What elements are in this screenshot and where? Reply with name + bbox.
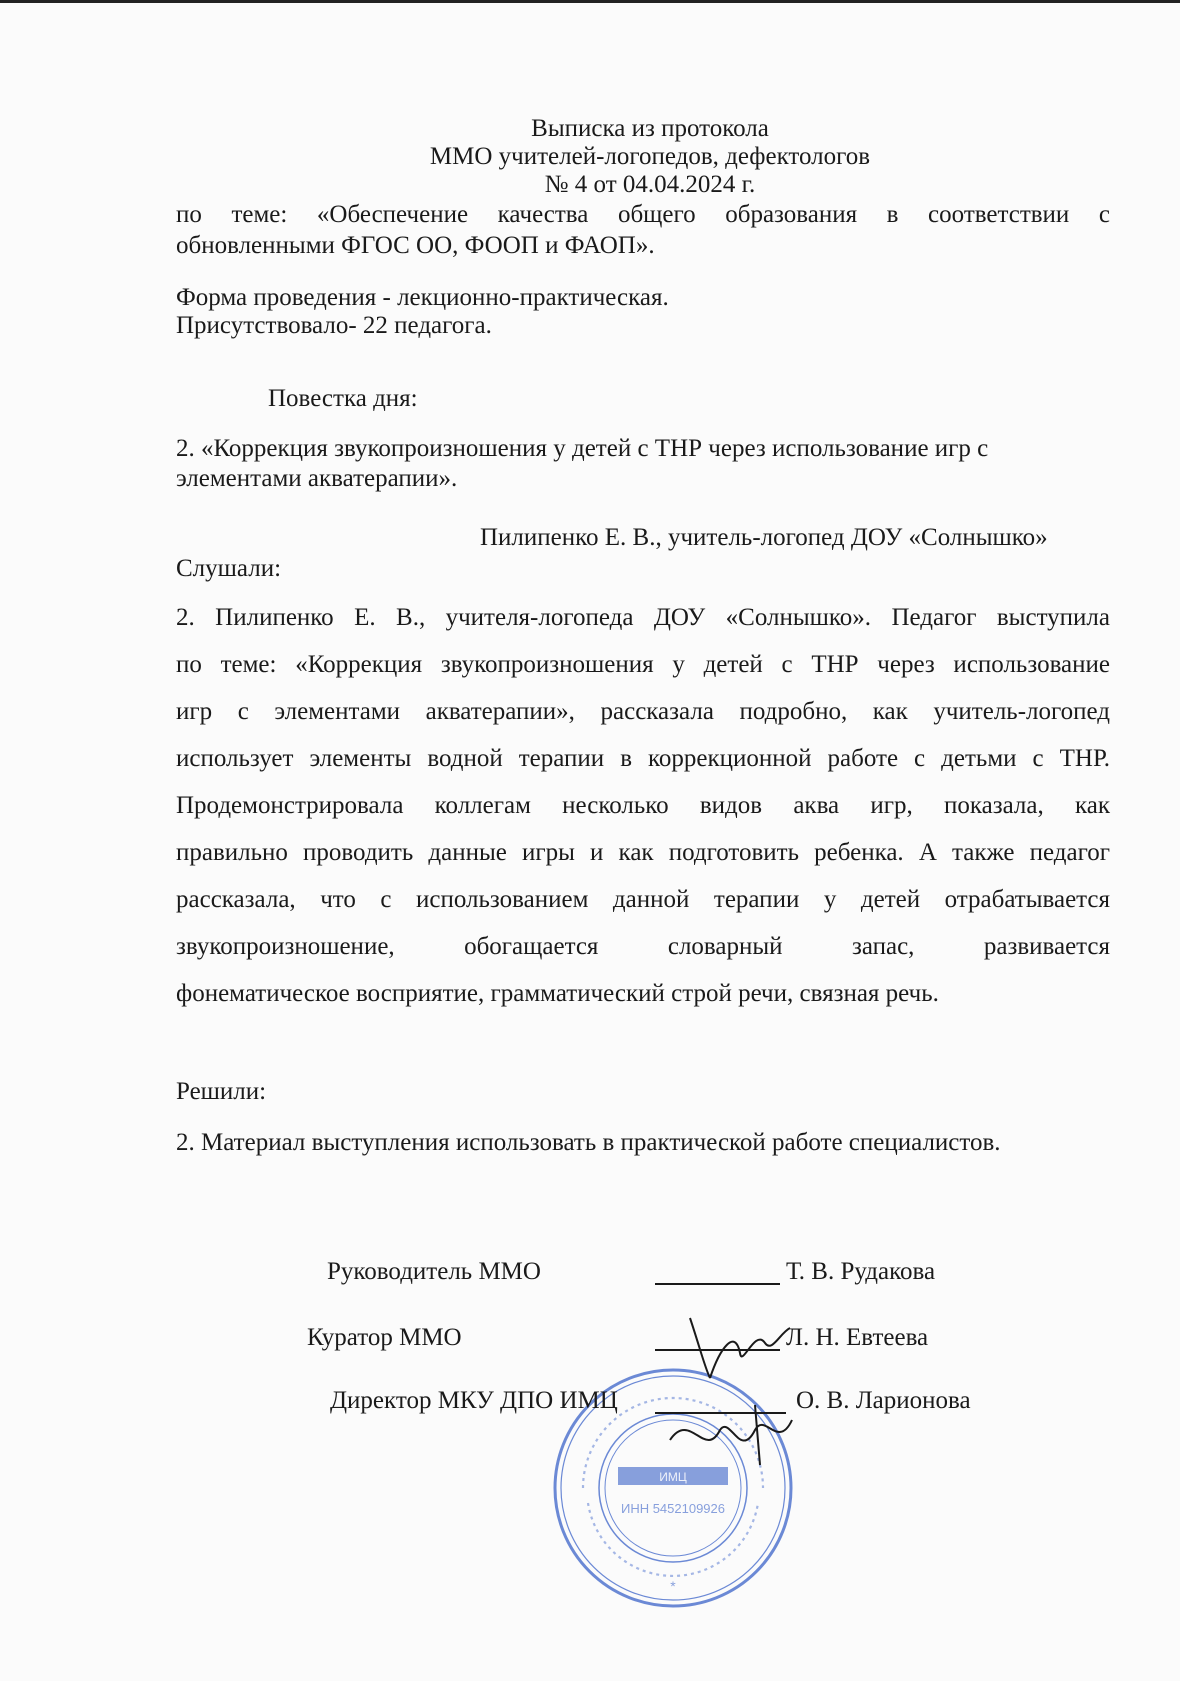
signature-name: Т. В. Рудакова <box>786 1258 936 1285</box>
heard-line: рассказала, что с использованием данной терапии у детей отрабатывается <box>176 886 1110 913</box>
signature-name: Л. Н. Евтеева <box>786 1324 929 1351</box>
scan-top-border <box>0 0 1180 3</box>
heard-line: по теме: «Коррекция звукопроизношения у детей с ТНР через использование <box>176 651 1110 678</box>
heard-line: 2. Пилипенко Е. В., учителя-логопеда ДОУ «Солнышко». Педагог выступила <box>176 604 1110 631</box>
handwritten-signature <box>680 1308 800 1388</box>
signature-role: Руководитель ММО <box>327 1258 541 1285</box>
decided-title: Решили: <box>176 1078 267 1105</box>
seal-inn: ИНН 5452109926 <box>620 1501 726 1516</box>
heard-line: правильно проводить данные игры и как подготовить ребенка. А также педагог <box>176 839 1110 866</box>
heard-title: Слушали: <box>176 555 282 582</box>
decided-item: 2. Материал выступления использовать в практической работе специалистов. <box>176 1129 1001 1156</box>
heard-line: фонематическое восприятие, грамматический строй речи, связная речь. <box>176 980 939 1007</box>
doc-number-date: № 4 от 04.04.2024 г. <box>544 171 756 198</box>
signature-line <box>655 1349 780 1351</box>
attendance-line: Присутствовало- 22 педагога. <box>176 312 492 339</box>
agenda-item-line-2: элементами акватерапии». <box>176 465 458 492</box>
handwritten-signature <box>660 1400 800 1470</box>
signature-name: О. В. Ларионова <box>796 1387 971 1414</box>
agenda-item-line-1: 2. «Коррекция звукопроизношения у детей с ТНР через использование игр с <box>176 435 989 462</box>
heard-line: звукопроизношение, обогащается словарный запас, развивается <box>176 933 1110 960</box>
heard-line: игр с элементами акватерапии», рассказала подробно, как учитель-логопед <box>176 698 1110 725</box>
heard-line: Продемонстрировала коллегам несколько видов аква игр, показала, как <box>176 792 1110 819</box>
signature-role: Директор МКУ ДПО ИМЦ <box>330 1387 618 1414</box>
heard-line: использует элементы водной терапии в коррекционной работе с детьми с ТНР. <box>176 745 1110 772</box>
signature-role: Куратор ММО <box>307 1324 462 1351</box>
svg-text:*: * <box>670 1578 676 1594</box>
seal-center: ИМЦ <box>659 1470 687 1484</box>
doc-title: Выписка из протокола <box>531 115 769 142</box>
topic-line-1: по теме: «Обеспечение качества общего образования в соответствии с <box>176 201 1110 228</box>
topic-line-2: обновленными ФГОС ОО, ФООП и ФАОП». <box>176 232 655 259</box>
form-line: Форма проведения - лекционно-практическая. <box>176 284 669 311</box>
agenda-speaker: Пилипенко Е. В., учитель-логопед ДОУ «Солнышко» <box>480 524 1048 551</box>
agenda-title: Повестка дня: <box>268 385 418 412</box>
signature-line <box>655 1283 780 1285</box>
doc-subtitle: ММО учителей-логопедов, дефектологов <box>429 143 871 170</box>
